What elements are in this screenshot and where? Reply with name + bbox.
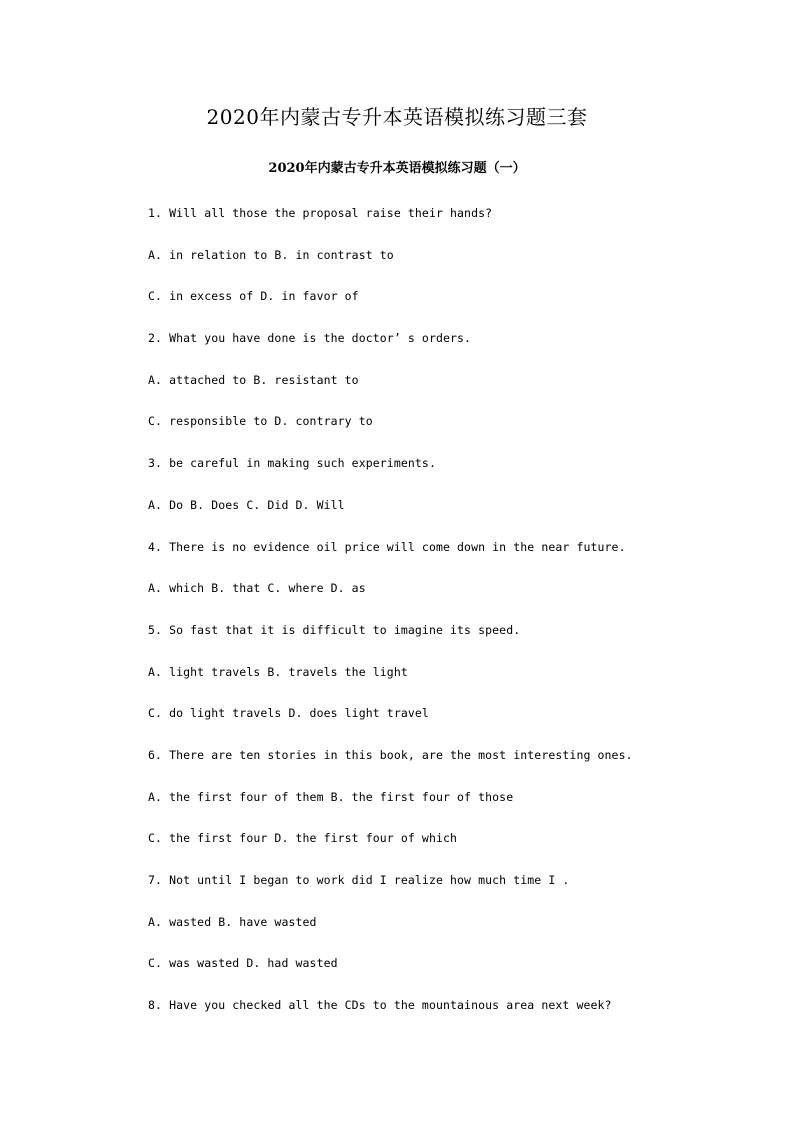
question-line: 4. There is no evidence oil price will come down in the near future. (148, 539, 626, 554)
document-subtitle: 2020年内蒙古专升本英语模拟练习题（一） (268, 161, 526, 176)
option-line: A. attached to B. resistant to (148, 372, 359, 387)
option-line: C. responsible to D. contrary to (148, 414, 373, 429)
question-line: 3. be careful in making such experiments. (148, 456, 436, 471)
question-line: 2. What you have done is the doctor’ s orders. (148, 331, 472, 346)
question-line: 8. Have you checked all the CDs to the mountainous area next week? (148, 998, 612, 1013)
document-title: 2020年内蒙古专升本英语模拟练习题三套 (206, 105, 588, 129)
option-line: C. in excess of D. in favor of (148, 289, 359, 304)
question-line: 6. There are ten stories in this book, are the most interesting ones. (148, 747, 633, 762)
question-line: 7. Not until I began to work did I realize how much time I . (148, 873, 570, 887)
option-line: A. light travels B. travels the light (148, 664, 408, 679)
option-line: A. which B. that C. where D. as (148, 581, 366, 596)
option-line: A. the first four of them B. the first four of those (148, 789, 514, 804)
option-line: C. the first four D. the first four of which (148, 831, 458, 846)
option-line: C. was wasted D. had wasted (148, 956, 338, 971)
question-line: 1. Will all those the proposal raise their hands? (148, 206, 493, 220)
question-line: 5. So fast that it is difficult to imagine its speed. (148, 622, 521, 637)
question-list (148, 204, 633, 1038)
option-line: A. wasted B. have wasted (148, 914, 317, 929)
option-line: C. do light travels D. does light travel (148, 706, 429, 721)
option-line: A. in relation to B. in contrast to (148, 247, 394, 262)
option-line: A. Do B. Does C. Did D. Will (148, 497, 345, 512)
